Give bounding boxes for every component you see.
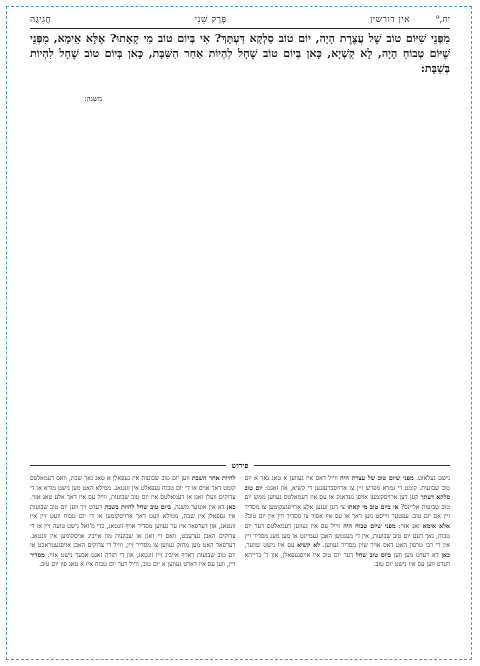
- running-head-left: חֲגִיגָה: [30, 15, 52, 25]
- commentary-keyword: ביום טוב שחל להיות בשבת: [104, 503, 171, 511]
- commentary-text: דא רעדט מען ווען: [390, 551, 442, 559]
- commentary-text: ווייל דאס איז געווען א טאג נאך א יום טוב שבועות. קומט די גמרא מפרש זיין צו ארויסברענגען די קשיא, און זאגט:: [244, 475, 450, 492]
- commentary-left-column: [30, 474, 236, 644]
- commentary-rule-left: [30, 465, 226, 466]
- commentary-keyword: כאן: [441, 551, 450, 559]
- running-head-right: אין דורשין: [370, 15, 410, 25]
- commentary-keyword: יום טוב סלקא דעתך: [244, 484, 450, 502]
- running-head-center: פֶּרֶק שֵׁנִי: [194, 15, 227, 25]
- page-marker: יח,⁹: [435, 15, 450, 25]
- commentary-text: נישט געלאזט.: [413, 475, 450, 482]
- commentary-keyword: אלא אימא: [422, 522, 450, 530]
- commentary-right-column: [245, 474, 451, 644]
- commentary-keyword: מסדיר: [30, 551, 45, 559]
- commentary-text: דער יום טוב איז אויסגעפאלן, און ד' ברייתא רעדט ווען עס איז נישט יום טוב.: [244, 551, 450, 569]
- commentary-label: פירוש: [231, 460, 249, 470]
- commentary-text: קען דען ארויסקומען אויפן געדאנק אז עס איז דעמאלטס געווען ממש יום טוב שבועות אליינס?: [244, 494, 450, 511]
- commentary-keyword: ביום טוב שחל: [355, 551, 391, 559]
- commentary-rule-right: [254, 465, 450, 466]
- commentary-keyword: להיות אחר השבת: [191, 475, 236, 482]
- commentary-header: [30, 460, 450, 470]
- mishna-text: מִפְּנֵי שִׁיּוֹם טוֹב שֶׁל עֲצֶרֶת הָיָה, יוֹם טוֹב סַלְקָא דַּעְתָּךְ? אִי בְּיוֹם טוֹב מִי קָאָתוּ? אֶלָּא אֵימָא, מִפְּנֵי שֶׁיּוֹם טְבוֹחַ הָיָה, לָא קַשְׁיָא, כָּאן בְּיוֹם טוֹב שֶׁחָל לִהְיוֹת אַחַר הַשַּׁבָּת, כָּאן בְּיוֹם טוֹב שֶׁחָל לִהְיוֹת בְּשַׁבָּת:: [30, 32, 450, 75]
- commentary-text: רעדט זיך ווען יום טוב שבועות איז געפאלן אין שבת, ממילא וועט דאך ארויסקומען או די יום טבוח וועט זיין אין זונטאג, און דערפאר איז ער געווען מסדיר אויף זונטאג, כדי מ'זאל נישט טועה זיין או די צדוקים האבן גערעכט, וואס זיי זאגן או שבועות מוז אייביג אויסקומען אין זונטאג. דערפאר האט מען מחזק געווען צו מסדיר זיין, ווייל די צדוקים האבן אויסגעטראכט או יום טוב שבועות דארף אייביג זיין זונטאג, און די תורה זאגט אבער נישט אזוי.: [30, 503, 236, 559]
- commentary-keyword: לא קשיא: [297, 542, 321, 550]
- commentary-keyword: מפני שיום טוב של עצרת היה: [340, 475, 414, 482]
- commentary-text: עס איז נישט שווער,: [244, 542, 298, 550]
- commentary: [30, 474, 450, 644]
- commentary-keyword: מפני שיום טבוח היה: [343, 522, 396, 530]
- commentary-text: דא אין אונזער משנה,: [170, 503, 227, 511]
- header-rule: [30, 28, 450, 29]
- commentary-text: ווייל עס איז געווען דעמאלטס דער יום טבוח, נאך דעם יום טוב שבועות, אין די מענטשן האבן געמיינט או מען מעג מסדיר זיין אין די רבי טרפון האט דאס אויך שוין מסדיר געווען.: [244, 522, 450, 550]
- commentary-text: צי דען זענען אלע ארויפגעקומען צו מסדיר זיין אם יום טוב. עפטער ווייסט מען דאך או עס איז אסור צו מסדיר זיין אין יום טוב?: [244, 503, 450, 521]
- commentary-text: ווען יום טוב שבועות איז געפאלן א טאג נאך שבת, וואס דעמאלטס קומט דאך אויס או די יום טבוח געפאלט אין זונטאג. ממילא האט מען נישט מורא או די צדוקים וועלן זאגן או דעמאלטס איז יום טוב שבועות, ווייל עס איז דאך אלע טאג אזוי.: [30, 475, 236, 502]
- commentary-keyword: אי ביום טוב מי קאתו: [347, 503, 399, 511]
- running-head: [30, 14, 410, 26]
- small-note: משנה:: [84, 95, 102, 103]
- commentary-keyword: כאן: [226, 503, 236, 511]
- commentary-text: זיין, ווען עס איז דארט געווען א יום טוב, ווייל דער יום טבוח איז א טאג פון יום טוב.: [39, 561, 236, 569]
- commentary-text: זאג אזוי:: [395, 522, 423, 530]
